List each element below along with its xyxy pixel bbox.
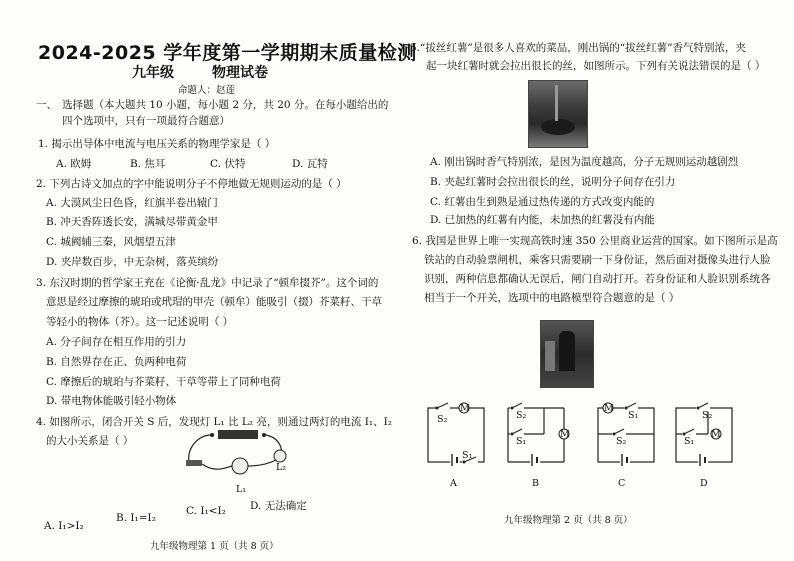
q2-stem: 2. 下列古诗文加点的字中能说明分子不停地做无规则运动的是（ ）	[36, 178, 347, 190]
q6-line4: 相当于一个开关，选项中的电路模型符合题意的是（ ）	[424, 292, 680, 304]
q5-option-c: C. 红薯由生到熟是通过热传递的方式改变内能的	[430, 196, 655, 208]
q3-option-c: C. 摩擦后的琥珀与芥菜籽、干草等带上了同种电荷	[46, 376, 281, 388]
circuit-a-motor-label: M	[460, 403, 470, 414]
circuit-c-s1-label: S₁	[628, 410, 639, 421]
circuit-a-label: A	[450, 478, 457, 489]
q4-option-b: B. I₁=I₂	[116, 512, 156, 524]
q3-line1: 3. 东汉时期的哲学家王充在《论衡·乱龙》中记录了“顿牟掇芥”。这个词的	[36, 277, 379, 289]
circuit-d-motor-label: M	[711, 429, 721, 440]
q4-option-d: D. 无法确定	[250, 500, 307, 512]
q4-label-l2: L₂	[276, 462, 287, 473]
q5-photo-sweet-potato	[528, 80, 588, 148]
q3-option-a: A. 分子间存在相互作用的引力	[46, 336, 187, 348]
q5-option-b: B. 夹起红薯时会拉出很长的丝，说明分子间存在引力	[430, 176, 676, 188]
bulb-l1-icon	[232, 458, 248, 474]
circuit-d-label: D	[700, 478, 708, 489]
switch-icon	[186, 460, 202, 466]
q6-line1: 6. 我国是世界上唯一实现高铁时速 350 公里商业运营的国家。如下图所示是高	[412, 235, 778, 247]
q6-line2: 铁站的自动验票闸机，乘客只需要刷一下身份证，然后面对摄像头进行人脸	[424, 254, 771, 266]
q1-stem: 1. 揭示出导体中电流与电压关系的物理学家是（ ）	[38, 138, 276, 150]
section-number: 一、	[36, 99, 57, 111]
q2-option-b: B. 冲天香阵透长安，满城尽带黄金甲	[46, 216, 218, 228]
q1-option-a: A. 欧姆	[56, 158, 92, 170]
q2-option-c: C. 城阙辅三秦，风烟望五津	[46, 236, 176, 248]
circuit-a-s2-label: S₂	[437, 414, 448, 425]
circuit-c-label: C	[618, 478, 626, 489]
q3-line3: 等轻小的物体（芥）。这一记述说明（ ）	[46, 316, 234, 328]
section-instruction-line2: 四个选项中，只有一项最符合题意）	[62, 115, 230, 127]
q1-option-d: D. 瓦特	[292, 158, 328, 170]
circuit-b-motor-label: M	[560, 429, 570, 440]
circuit-b-label: B	[532, 478, 539, 489]
q5-option-d: D. 已加热的红薯有内能，未加热的红薯没有内能	[430, 214, 655, 226]
battery-icon	[218, 430, 258, 439]
section-instruction-line1: 选择题（本大题共 10 小题，每小题 2 分，共 20 分。在每小题给出的	[62, 99, 389, 111]
subject-label: 物理试卷	[212, 65, 268, 81]
page-title: 2024-2025 学年度第一学期期末质量检测	[38, 42, 417, 64]
q4-circuit-diagram	[180, 428, 290, 494]
circuit-option-a	[424, 404, 488, 466]
page1-footer: 九年级物理第 1 页（共 8 页）	[150, 541, 279, 552]
circuit-d-s1-label: S₁	[684, 436, 695, 447]
q6-photo-ticket-gate	[540, 320, 594, 388]
page2-footer: 九年级物理第 2 页（共 8 页）	[504, 515, 633, 526]
author-line: 命题人：赵莲	[178, 85, 236, 96]
circuit-option-b	[504, 404, 568, 466]
circuit-c-motor-label: M	[604, 403, 614, 414]
q5-line2: 起一块红薯时就会拉出很长的丝，如图所示。下列有关说法错误的是（ ）	[426, 60, 766, 72]
q4-label-l1: L₁	[236, 484, 247, 495]
q5-line1: 5.“拔丝红薯”是很多人喜欢的菜品，刚出锅的“拔丝红薯”香气特别浓，夹	[410, 42, 746, 54]
circuit-a-s1-label: S₁	[462, 450, 473, 461]
circuit-b-s1-label: S₁	[516, 436, 527, 447]
q2-option-a: A. 大漠风尘日色昏，红旗半卷出辕门	[46, 197, 218, 209]
q4-line2: 的大小关系是（ ）	[46, 435, 134, 447]
grade-label: 九年级	[132, 65, 174, 81]
q4-line1: 4. 如图所示，闭合开关 S 后，发现灯 L₁ 比 L₂ 亮，则通过两灯的电流 I₁、I₂	[36, 416, 392, 428]
q3-option-d: D. 带电物体能吸引轻小物体	[46, 395, 177, 407]
q1-option-c: C. 伏特	[210, 158, 246, 170]
circuit-d-s2-label: S₂	[702, 410, 713, 421]
q3-line2: 意思是经过摩擦的琥珀或玳瑁的甲壳（顿牟）能吸引（掇）芥菜籽、干草	[46, 296, 382, 308]
q6-line3: 识别，两种信息都确认无误后，闸门自动打开。若身份证和人脸识别系统各	[424, 273, 771, 285]
circuit-c-s2-label: S₂	[616, 436, 627, 447]
bulb-l2-icon	[274, 450, 286, 462]
circuit-b-s2-label: S₂	[516, 410, 527, 421]
q2-option-d: D. 夹岸数百步，中无杂树，落英缤纷	[46, 256, 219, 268]
q1-option-b: B. 焦耳	[130, 158, 166, 170]
q5-option-a: A. 刚出锅时香气特别浓，是因为温度越高，分子无规则运动越剧烈	[430, 156, 739, 168]
q4-option-a: A. I₁>I₂	[44, 520, 84, 532]
q3-option-b: B. 自然界存在正、负两种电荷	[46, 356, 187, 368]
q4-option-c: C. I₁<I₂	[186, 505, 226, 517]
